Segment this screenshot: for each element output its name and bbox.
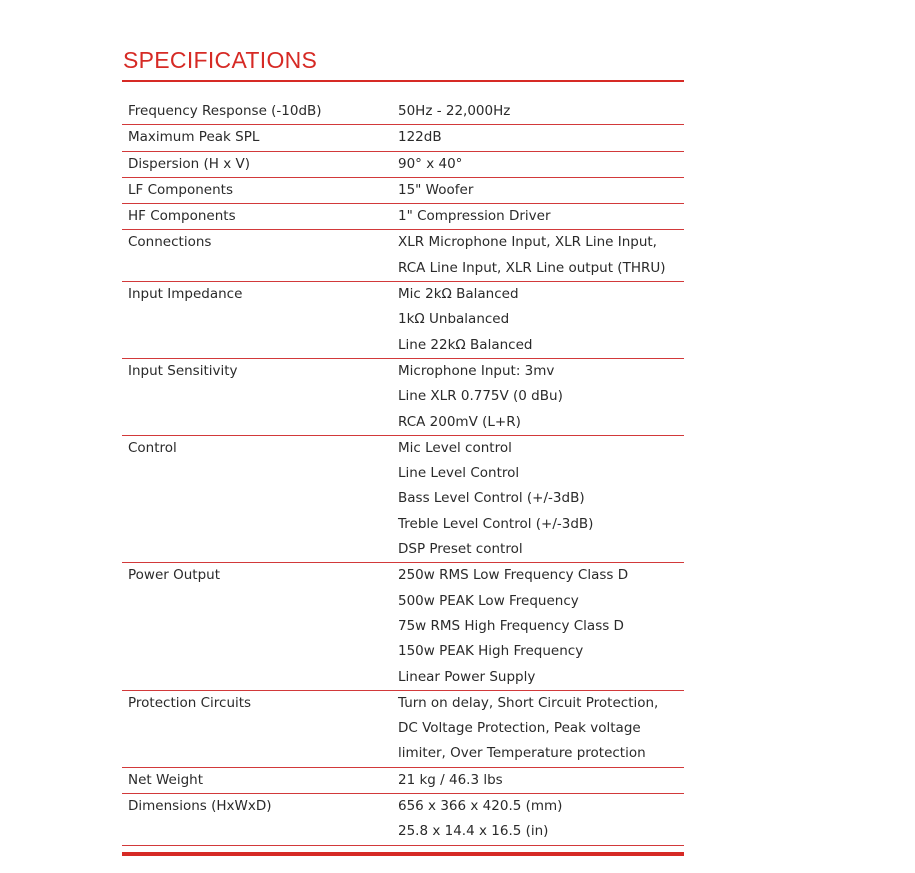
table-row bbox=[122, 178, 684, 204]
spec-value: Linear Power Supply bbox=[398, 668, 536, 685]
spec-value: 150w PEAK High Frequency bbox=[398, 643, 584, 660]
spec-value: 25.8 x 14.4 x 16.5 (in) bbox=[398, 823, 549, 840]
spec-values bbox=[398, 436, 684, 562]
spec-value: Microphone Input: 3mv bbox=[398, 362, 555, 379]
spec-label: LF Components bbox=[128, 181, 233, 198]
spec-value: Bass Level Control (+/-3dB) bbox=[398, 490, 585, 507]
spec-values bbox=[398, 282, 684, 358]
spec-value: Treble Level Control (+/-3dB) bbox=[398, 515, 594, 532]
bottom-divider bbox=[122, 852, 684, 856]
spec-values bbox=[398, 230, 684, 281]
spec-value: Line XLR 0.775V (0 dBu) bbox=[398, 388, 563, 405]
spec-values bbox=[398, 563, 684, 689]
spec-values bbox=[398, 691, 684, 767]
table-row bbox=[122, 230, 684, 282]
spec-value: 75w RMS High Frequency Class D bbox=[398, 617, 624, 634]
title-divider bbox=[122, 80, 684, 82]
table-row bbox=[122, 436, 684, 563]
spec-label: Frequency Response (-10dB) bbox=[128, 103, 322, 119]
spec-value: 1" Compression Driver bbox=[398, 208, 551, 225]
spec-label: Control bbox=[128, 439, 177, 456]
spec-label: Maximum Peak SPL bbox=[128, 129, 260, 146]
spec-value: 122dB bbox=[398, 129, 442, 146]
specifications-table bbox=[122, 99, 684, 846]
spec-value: 90° x 40° bbox=[398, 155, 463, 172]
table-row bbox=[122, 359, 684, 436]
spec-value: 500w PEAK Low Frequency bbox=[398, 592, 579, 609]
spec-values bbox=[398, 359, 684, 435]
spec-values bbox=[398, 768, 684, 793]
spec-value: 21 kg / 46.3 lbs bbox=[398, 771, 503, 788]
spec-value: 1kΩ Unbalanced bbox=[398, 311, 510, 328]
spec-values bbox=[398, 178, 684, 203]
spec-value: Line 22kΩ Balanced bbox=[398, 336, 533, 353]
spec-value: limiter, Over Temperature protection bbox=[398, 745, 646, 762]
spec-value: XLR Microphone Input, XLR Line Input, bbox=[398, 234, 657, 251]
spec-value: RCA 200mV (L+R) bbox=[398, 413, 521, 430]
spec-value: Mic 2kΩ Balanced bbox=[398, 286, 519, 303]
table-row bbox=[122, 794, 684, 846]
spec-value: DSP Preset control bbox=[398, 541, 523, 558]
table-row bbox=[122, 204, 684, 230]
spec-label: Input Sensitivity bbox=[128, 362, 238, 379]
spec-label: HF Components bbox=[128, 208, 236, 225]
spec-label: Power Output bbox=[128, 567, 221, 584]
table-row bbox=[122, 125, 684, 151]
spec-value: 15" Woofer bbox=[398, 181, 474, 198]
spec-values bbox=[398, 99, 684, 124]
specifications-section bbox=[122, 46, 684, 856]
spec-label: Protection Circuits bbox=[128, 694, 252, 711]
spec-label: Net Weight bbox=[128, 771, 204, 788]
spec-value: 250w RMS Low Frequency Class D bbox=[398, 567, 629, 584]
spec-values bbox=[398, 152, 684, 177]
table-row bbox=[122, 152, 684, 178]
spec-label: Input Impedance bbox=[128, 286, 243, 303]
page-title: SPECIFICATIONS bbox=[123, 47, 318, 73]
spec-value: 656 x 366 x 420.5 (mm) bbox=[398, 798, 563, 815]
spec-label: Dispersion (H x V) bbox=[128, 155, 250, 172]
spec-label: Connections bbox=[128, 234, 212, 251]
spec-label: Dimensions (HxWxD) bbox=[128, 798, 272, 815]
table-row bbox=[122, 691, 684, 768]
spec-value: 50Hz - 22,000Hz bbox=[398, 103, 511, 119]
spec-value: Mic Level control bbox=[398, 439, 512, 456]
spec-value: Line Level Control bbox=[398, 465, 520, 482]
spec-values bbox=[398, 125, 684, 150]
table-row bbox=[122, 768, 684, 794]
table-row bbox=[122, 563, 684, 690]
spec-value: DC Voltage Protection, Peak voltage bbox=[398, 720, 641, 737]
table-row bbox=[122, 282, 684, 359]
spec-values bbox=[398, 794, 684, 845]
table-row bbox=[122, 99, 684, 125]
spec-values bbox=[398, 204, 684, 229]
spec-value: RCA Line Input, XLR Line output (THRU) bbox=[398, 259, 666, 276]
spec-value: Turn on delay, Short Circuit Protection, bbox=[398, 694, 659, 711]
